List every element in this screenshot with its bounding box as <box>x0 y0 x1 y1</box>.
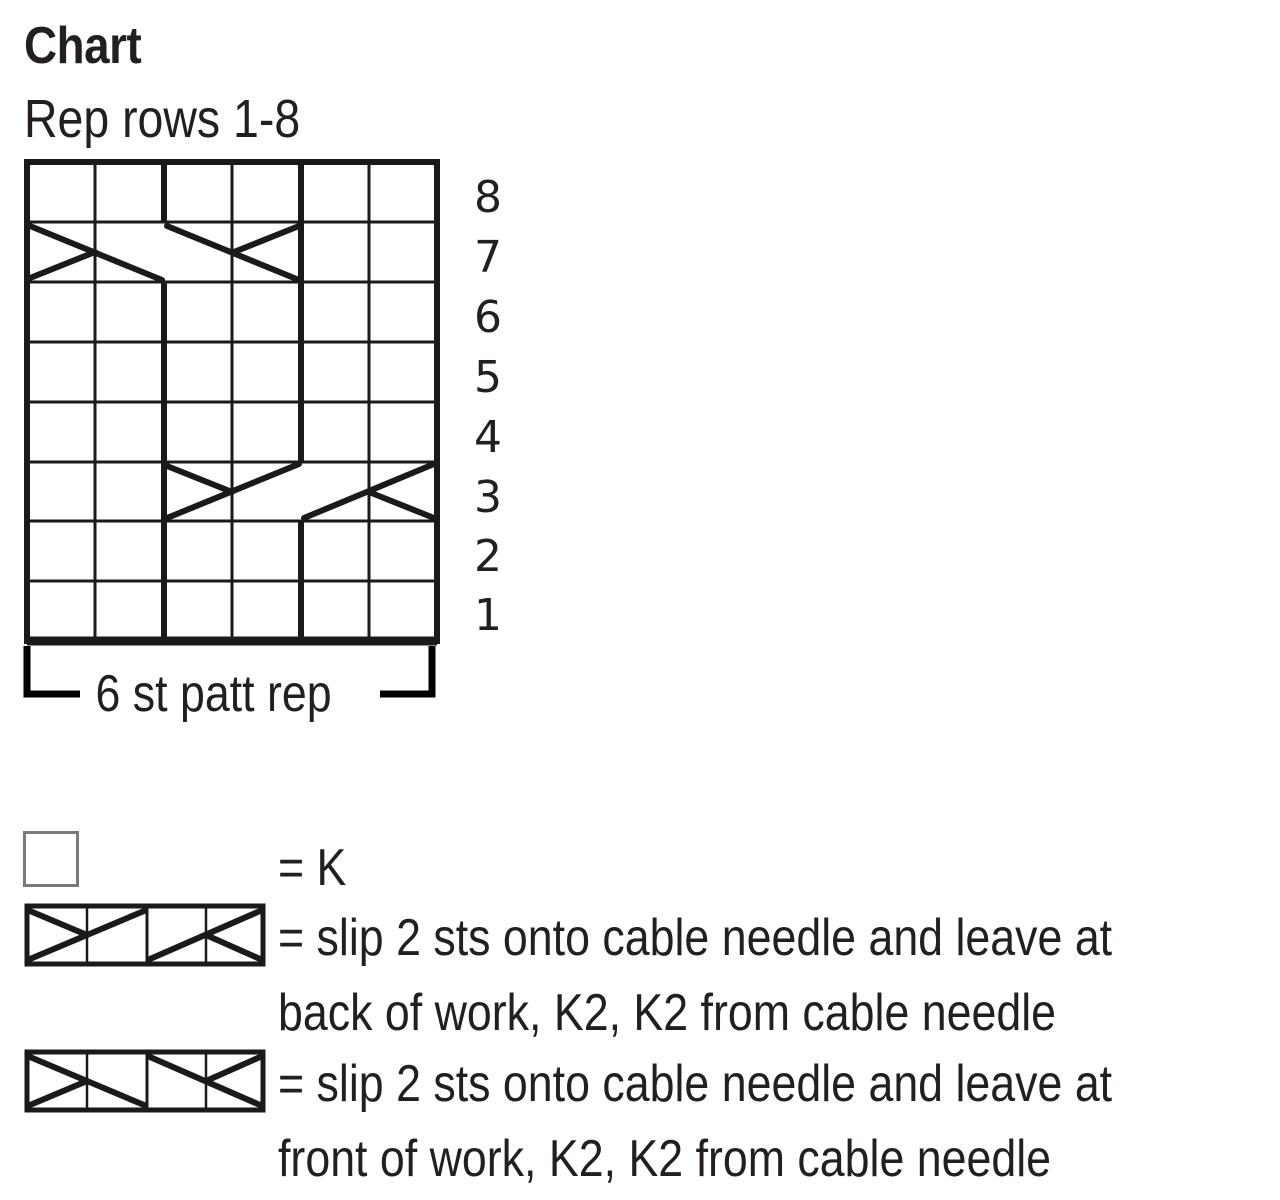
row-label-8: 8 <box>474 172 502 223</box>
row-label-7: 7 <box>474 232 502 283</box>
cable-back-icon <box>24 903 266 967</box>
cable-front-icon <box>24 1049 266 1113</box>
knit-symbol-icon <box>23 831 79 887</box>
row-label-6: 6 <box>474 292 502 343</box>
chart-subtitle: Rep rows 1-8 <box>24 89 301 149</box>
pattern-repeat-label: 6 st patt rep <box>92 664 335 724</box>
legend-cable-back-line2: back of work, K2, K2 from cable needle <box>278 984 1057 1042</box>
row-label-5: 5 <box>474 352 502 403</box>
row-label-3: 3 <box>474 472 502 523</box>
row-label-1: 1 <box>474 590 502 641</box>
legend-cable-back-line1: = slip 2 sts onto cable needle and leave at <box>278 909 1113 967</box>
row-label-4: 4 <box>474 412 502 463</box>
legend-cable-front-line2: front of work, K2, K2 from cable needle <box>278 1130 1052 1188</box>
chart-title: Chart <box>24 17 142 75</box>
legend-cable-front-line1: = slip 2 sts onto cable needle and leave at <box>278 1055 1113 1113</box>
row-label-2: 2 <box>474 531 502 582</box>
legend-knit-text: = K <box>278 839 347 897</box>
knitting-chart-grid <box>0 150 470 710</box>
